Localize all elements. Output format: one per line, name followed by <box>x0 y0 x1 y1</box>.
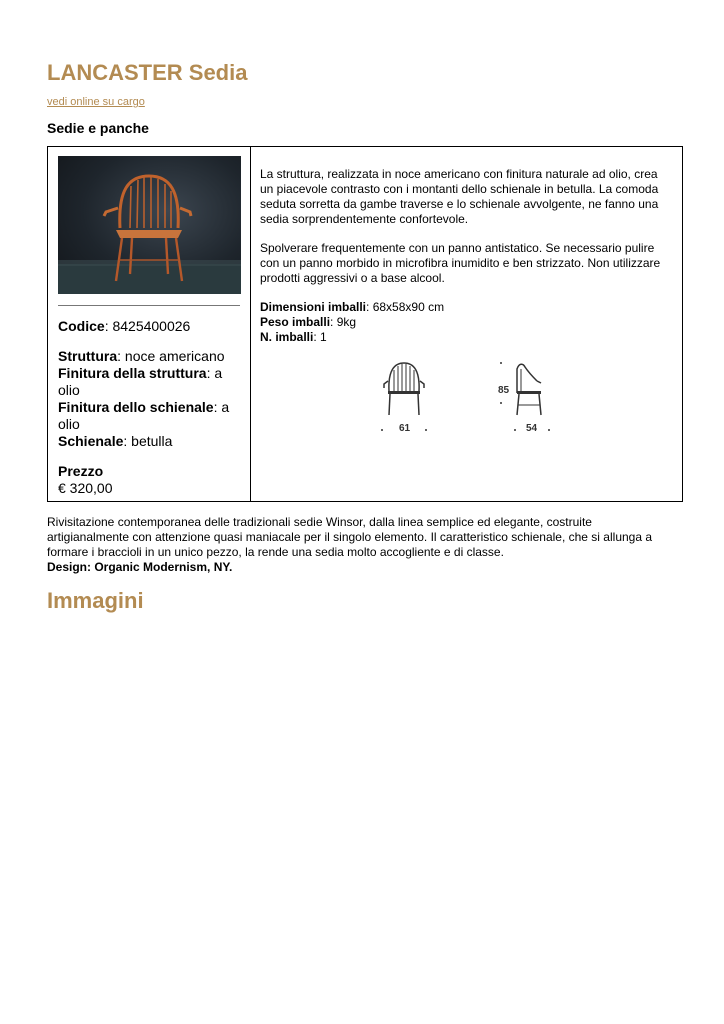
side-depth-label: 54 <box>526 423 538 434</box>
care-paragraph: Spolverare frequentemente con un panno antistatico. Se necessario pulire con un panno morbido in microfibra inumidito e ben strizzato. Non utilizzare prodotti aggressivi o a base alcool. <box>260 241 661 285</box>
package-count-line <box>260 330 674 345</box>
structure-finish-label: Finitura della struttura <box>58 365 207 381</box>
description-text: Rivisitazione contemporanea delle tradizionali sedie Winsor, dalla linea semplice ed elegante, costruite artigianalmente con attenzione quasi maniacale per il singolo elemento. Il caratteristico schienale, che si allunga a formare i braccioli in un unico pezzo, la rende una sedia molto accogliente e di classe. <box>47 515 653 559</box>
back-finish-value: : a olio <box>58 399 230 432</box>
package-dims-label: Dimensioni imballi <box>260 300 367 314</box>
description-paragraph-1: La struttura, realizzata in noce americano con finitura naturale ad olio, crea un piacevole contrasto con i montanti dello schienale in betulla. La comoda seduta sorretta da gambe traverse e lo schienale avvolgente, ne fanno una sedia sorprendentemente confortevole. <box>260 167 659 226</box>
front-view-diagram <box>374 357 434 437</box>
back-finish-line <box>58 399 243 433</box>
package-weight-label: Peso imballi <box>260 315 331 329</box>
front-width-label: 61 <box>399 423 411 434</box>
structure-line <box>58 348 243 365</box>
package-weight-value: : 9kg <box>330 315 357 329</box>
code-value: : 8425400026 <box>104 318 191 334</box>
package-dims-line <box>260 300 674 315</box>
design-credit: Design: Organic Modernism, NY. <box>47 560 233 574</box>
structure-label: Struttura <box>58 348 118 364</box>
structure-finish-value: : a olio <box>58 365 223 398</box>
product-photo <box>58 156 241 294</box>
product-specs <box>58 318 243 497</box>
code-line <box>58 318 243 335</box>
price-label: Prezzo <box>58 463 104 479</box>
code-label: Codice <box>58 318 105 334</box>
package-count-value: : 1 <box>313 330 327 344</box>
chair-photo-illustration <box>58 156 241 294</box>
price-value: € 320,00 <box>58 480 113 496</box>
package-weight-line <box>260 315 674 330</box>
back-label: Schienale <box>58 433 124 449</box>
back-line <box>58 433 243 450</box>
structure-value: : noce americano <box>117 348 225 364</box>
images-heading: Immagini <box>47 588 144 613</box>
side-height-label: 85 <box>498 385 510 396</box>
view-online-link[interactable]: vedi online su cargo <box>47 96 145 108</box>
column-divider <box>250 147 251 501</box>
product-details <box>260 167 674 345</box>
category-heading: Sedie e panche <box>47 120 149 136</box>
package-dims-value: : 68x58x90 cm <box>366 300 445 314</box>
package-count-label: N. imballi <box>260 330 314 344</box>
photo-divider <box>58 305 240 306</box>
product-description <box>47 515 677 575</box>
product-card <box>47 146 683 502</box>
back-value: : betulla <box>123 433 173 449</box>
structure-finish-line <box>58 365 243 399</box>
side-view-diagram <box>493 357 563 437</box>
product-title: LANCASTER Sedia <box>47 60 248 85</box>
back-finish-label: Finitura dello schienale <box>58 399 214 415</box>
